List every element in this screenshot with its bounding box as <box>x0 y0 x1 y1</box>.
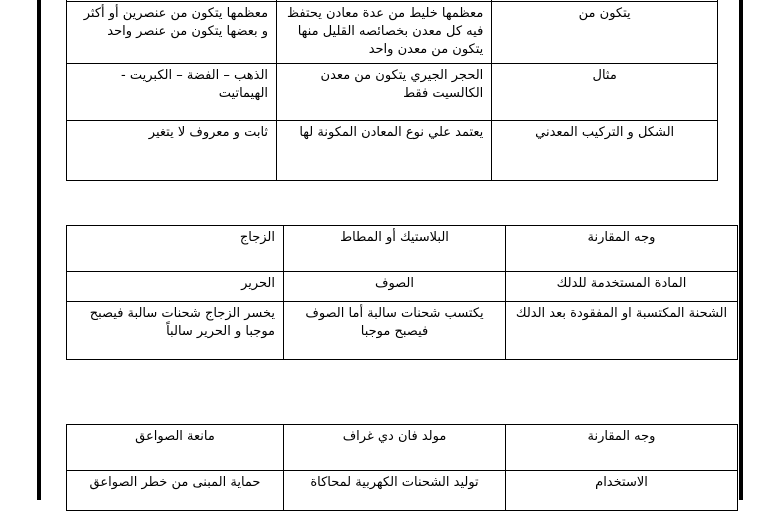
comparison-table-minerals-rocks <box>66 0 718 181</box>
table-cell: معظمها خليط من عدة معادن يحتفظ فيه كل معدن بخصائصه القليل منها يتكون من معدن واحد <box>277 2 492 64</box>
column-header: البلاستيك أو المطاط <box>284 226 506 272</box>
table-row <box>67 302 738 360</box>
row-label: الشكل و التركيب المعدني <box>492 121 718 181</box>
table-cell: توليد الشحنات الكهربية لمحاكاة <box>284 471 506 511</box>
page-border-right <box>739 0 743 500</box>
table-cell: معظمها يتكون من عنصرين أو أكثر و بعضها يتكون من عنصر واحد <box>67 2 277 64</box>
row-label: المادة المستخدمة للدلك <box>506 272 738 302</box>
table-row <box>67 272 738 302</box>
row-label: مثال <box>492 64 718 121</box>
table-cell: يكتسب شحنات سالبة أما الصوف فيصبح موجبا <box>284 302 506 360</box>
comparison-table-static-charge <box>66 225 738 360</box>
row-label: الشحنة المكتسبة او المفقودة بعد الدلك <box>506 302 738 360</box>
table-row <box>67 64 718 121</box>
comparison-table-devices <box>66 424 738 511</box>
table-cell: الحرير <box>67 272 284 302</box>
table-cell: حماية المبنى من خطر الصواعق <box>67 471 284 511</box>
page-border-left <box>37 0 41 500</box>
table-row <box>67 2 718 64</box>
table-cell: الذهب – الفضة – الكبريت - الهيماتيت <box>67 64 277 121</box>
table-header-row <box>67 425 738 471</box>
row-label: الاستخدام <box>506 471 738 511</box>
column-header: وجه المقارنة <box>506 226 738 272</box>
table-header-row <box>67 226 738 272</box>
column-header: مانعة الصواعق <box>67 425 284 471</box>
row-label: يتكون من <box>492 2 718 64</box>
table-cell: ثابت و معروف لا يتغير <box>67 121 277 181</box>
column-header: مولد فان دي غراف <box>284 425 506 471</box>
column-header: الزجاج <box>67 226 284 272</box>
table-row <box>67 121 718 181</box>
table-cell: يخسر الزجاج شحنات سالبة فيصبح موجبا و الحرير سالباً <box>67 302 284 360</box>
table-cell: الحجر الجيري يتكون من معدن الكالسيت فقط <box>277 64 492 121</box>
table-row <box>67 471 738 511</box>
table-cell: يعتمد علي نوع المعادن المكونة لها <box>277 121 492 181</box>
column-header: وجه المقارنة <box>506 425 738 471</box>
table-cell: الصوف <box>284 272 506 302</box>
